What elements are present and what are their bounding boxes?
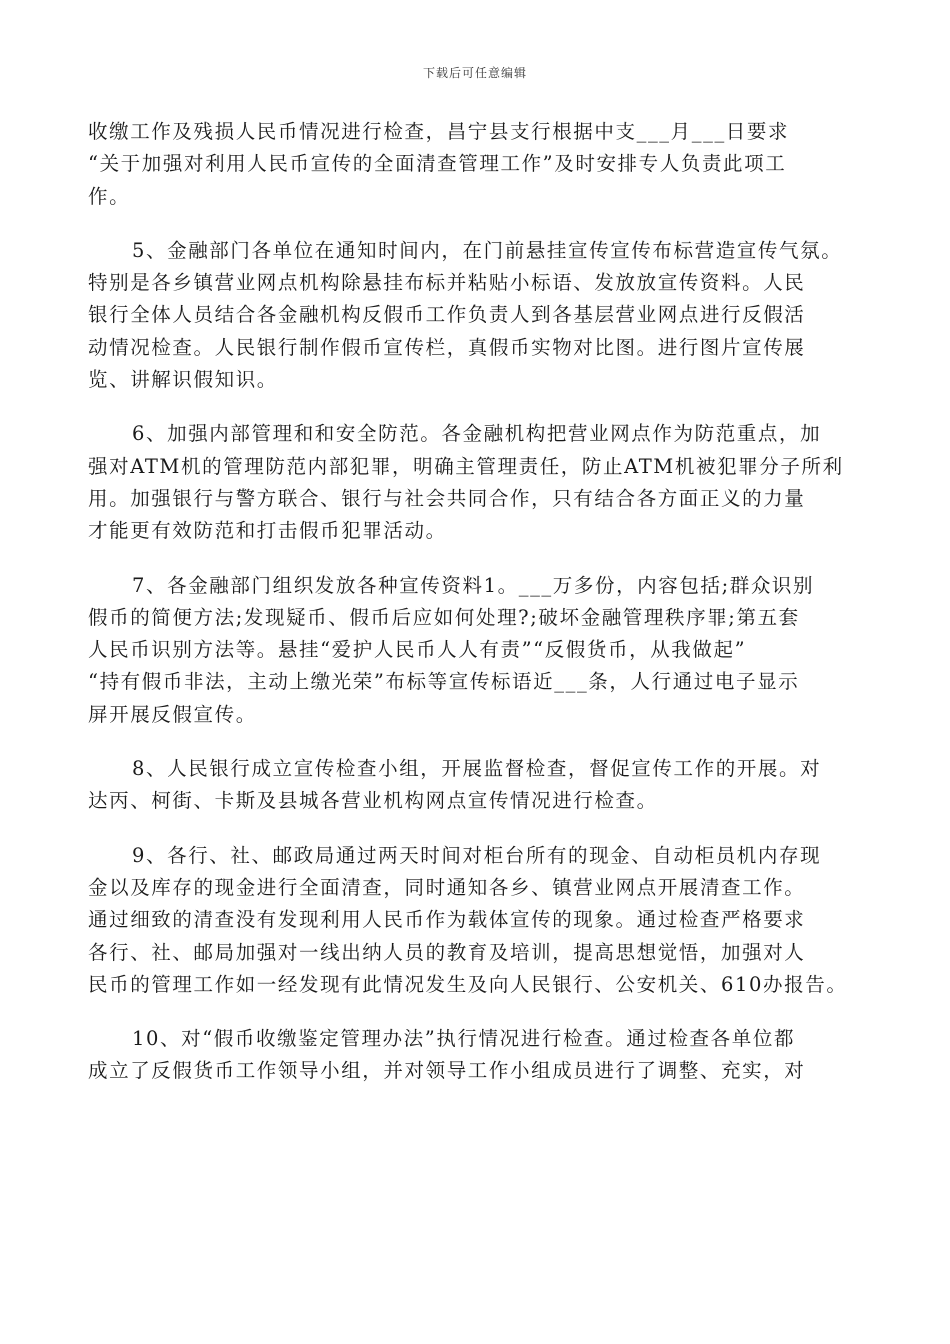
- paragraph-item-9: [88, 840, 868, 1001]
- paragraph-item-5: [88, 235, 868, 396]
- document-body: [88, 116, 868, 1110]
- text-line: 通过细致的清查没有发现利用人民币作为载体宣传的现象。通过检查严格要求: [88, 908, 806, 932]
- text-line: 人民币识别方法等。悬挂“爱护人民币人人有责”“反假货币，从我做起”: [88, 638, 747, 662]
- text-line: 银行全体人员结合各金融机构反假币工作负责人到各基层营业网点进行反假活: [88, 303, 806, 327]
- text-line: 假币的简便方法;发现疑币、假币后应如何处理?;破坏金融管理秩序罪;第五套: [88, 605, 800, 629]
- paragraph-item-7: [88, 570, 868, 731]
- text-line: 金以及库存的现金进行全面清查，同时通知各乡、镇营业网点开展清查工作。: [88, 875, 806, 899]
- paragraph-item-6: [88, 418, 868, 547]
- text-line: 特别是各乡镇营业网点机构除悬挂布标并粘贴小标语、发放放宣传资料。人民: [88, 271, 806, 295]
- text-line: 民币的管理工作如一经发现有此情况发生及向人民银行、公安机关、610办报告。: [88, 972, 848, 996]
- text-line: 成立了反假货币工作领导小组，并对领导工作小组成员进行了调整、充实，对: [88, 1059, 806, 1083]
- text-line: 达丙、柯街、卡斯及县城各营业机构网点宣传情况进行检查。: [88, 789, 658, 813]
- paragraph-item-10: [88, 1023, 868, 1088]
- text-line: 动情况检查。人民银行制作假币宣传栏，真假币实物对比图。进行图片宣传展: [88, 335, 806, 359]
- text-line: 屏开展反假宣传。: [88, 702, 257, 726]
- page-header: 下载后可任意编辑: [422, 66, 527, 80]
- text-line: 作。: [88, 184, 131, 208]
- text-line: 7、各金融部门组织发放各种宣传资料1。___万多份，内容包括;群众识别: [132, 573, 815, 597]
- paragraph-continuation: [88, 116, 868, 213]
- text-line: 10、对“假币收缴鉴定管理办法”执行情况进行检查。通过检查各单位都: [132, 1027, 796, 1051]
- text-line: “持有假币非法，主动上缴光荣”布标等宣传标语近___条，人行通过电子显示: [88, 670, 800, 694]
- text-line: 才能更有效防范和打击假币犯罪活动。: [88, 519, 447, 543]
- text-line: 强对ATM机的管理防范内部犯罪，明确主管理责任，防止ATM机被犯罪分子所利: [88, 454, 844, 478]
- text-line: 用。加强银行与警方联合、银行与社会共同合作，只有结合各方面正义的力量: [88, 486, 806, 510]
- text-line: “关于加强对利用人民币宣传的全面清查管理工作”及时安排专人负责此项工: [88, 152, 787, 176]
- text-line: 各行、社、邮局加强对一线出纳人员的教育及培训，提高思想觉悟，加强对人: [88, 940, 806, 964]
- text-line: 览、讲解识假知识。: [88, 368, 278, 392]
- text-line: 6、加强内部管理和和安全防范。各金融机构把营业网点作为防范重点，加: [132, 422, 822, 446]
- text-line: 9、各行、社、邮政局通过两天时间对柜台所有的现金、自动柜员机内存现: [132, 843, 822, 867]
- paragraph-item-8: [88, 753, 868, 818]
- text-line: 5、金融部门各单位在通知时间内，在门前悬挂宣传宣传布标营造宣传气氛。: [132, 238, 843, 262]
- text-line: 收缴工作及残损人民币情况进行检查，昌宁县支行根据中支___月___日要求: [88, 120, 790, 143]
- text-line: 8、人民银行成立宣传检查小组，开展监督检查，督促宣传工作的开展。对: [132, 757, 822, 781]
